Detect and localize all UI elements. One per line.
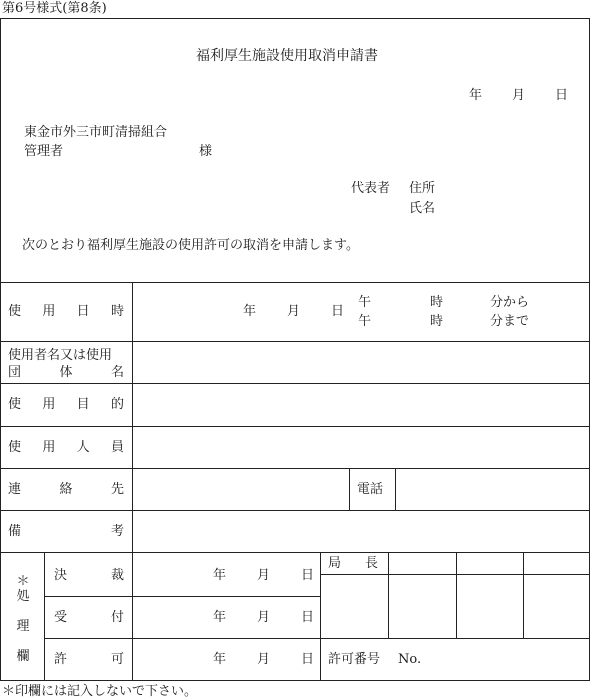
datetime-until: 分まで <box>490 314 530 329</box>
datetime-hour-start: 時 <box>430 295 444 310</box>
rule-people-bottom <box>0 468 590 469</box>
purpose-label: 使 用 目 的 <box>8 397 124 412</box>
permit-year-unit: 年 <box>213 652 227 667</box>
rule-approver-3 <box>456 552 457 638</box>
addressee-role: 管理者 <box>24 144 64 159</box>
rule-decision-bottom <box>44 596 320 597</box>
permit-number-label: 許可番号 <box>328 652 381 667</box>
contact-label: 連 絡 先 <box>8 482 124 497</box>
receipt-year-unit: 年 <box>213 610 227 625</box>
applicant-rep-label: 代表者 <box>351 181 391 196</box>
permit-label: 許 可 <box>54 652 124 667</box>
form-title: 福利厚生施設使用取消申請書 <box>196 48 378 64</box>
permit-month-unit: 月 <box>257 652 271 667</box>
phone-label: 電話 <box>357 482 384 497</box>
rule-processing-sub-column <box>132 552 133 681</box>
rule-approver-header <box>320 574 590 575</box>
datetime-ampm-end: 午 <box>358 314 372 329</box>
applicant-name-label: 氏名 <box>409 201 436 216</box>
decision-day-unit: 日 <box>301 568 315 583</box>
rule-contact-bottom <box>0 510 590 511</box>
decision-year-unit: 年 <box>213 568 227 583</box>
rule-purpose-bottom <box>0 426 590 427</box>
decision-label: 決 裁 <box>54 568 124 583</box>
permit-day-unit: 日 <box>301 652 315 667</box>
datetime-label: 使 用 日 時 <box>8 304 124 319</box>
rule-remarks-bottom <box>0 552 590 553</box>
datetime-from: 分から <box>490 295 530 310</box>
datetime-hour-end: 時 <box>430 314 444 329</box>
username-label-line2: 団 体 名 <box>8 365 124 380</box>
date-year-unit: 年 <box>469 88 483 103</box>
rule-header-bottom <box>0 282 590 283</box>
permit-number-no: No. <box>398 652 422 667</box>
people-label: 使 用 人 員 <box>8 440 124 455</box>
remarks-label: 備 考 <box>8 524 124 539</box>
rule-phone-right <box>395 468 396 510</box>
date-month-unit: 月 <box>512 88 526 103</box>
datetime-year-unit: 年 <box>243 304 257 319</box>
rule-approver-2 <box>388 552 389 638</box>
footnote: ＊印欄には記入しないで下さい。 <box>2 684 198 699</box>
application-statement: 次のとおり福利厚生施設の使用許可の取消を申請します。 <box>22 238 359 253</box>
username-label-line1: 使用者名又は使用 <box>8 348 113 363</box>
receipt-month-unit: 月 <box>257 610 271 625</box>
datetime-day-unit: 日 <box>331 304 345 319</box>
datetime-month-unit: 月 <box>287 304 301 319</box>
rule-receipt-bottom <box>44 638 590 639</box>
rule-approver-column <box>320 552 321 681</box>
receipt-label: 受 付 <box>54 610 124 625</box>
addressee-org: 東金市外三市町清掃組合 <box>24 125 168 140</box>
decision-month-unit: 月 <box>257 568 271 583</box>
datetime-ampm-start: 午 <box>358 295 372 310</box>
rule-label-column <box>132 282 133 552</box>
addressee-honorific: 様 <box>199 144 213 159</box>
processing-label: ＊ 処 理 欄 <box>16 574 30 664</box>
rule-username-bottom <box>0 383 590 384</box>
rule-processing-label-column <box>44 552 45 681</box>
receipt-day-unit: 日 <box>301 610 315 625</box>
rule-approver-4 <box>523 552 524 638</box>
date-day-unit: 日 <box>555 88 569 103</box>
director-label: 局 長 <box>328 556 378 571</box>
rule-datetime-bottom <box>0 341 590 342</box>
applicant-address-label: 住所 <box>409 181 436 196</box>
rule-phone-left <box>349 468 350 510</box>
form-number: 第6号様式(第8条) <box>2 1 107 16</box>
